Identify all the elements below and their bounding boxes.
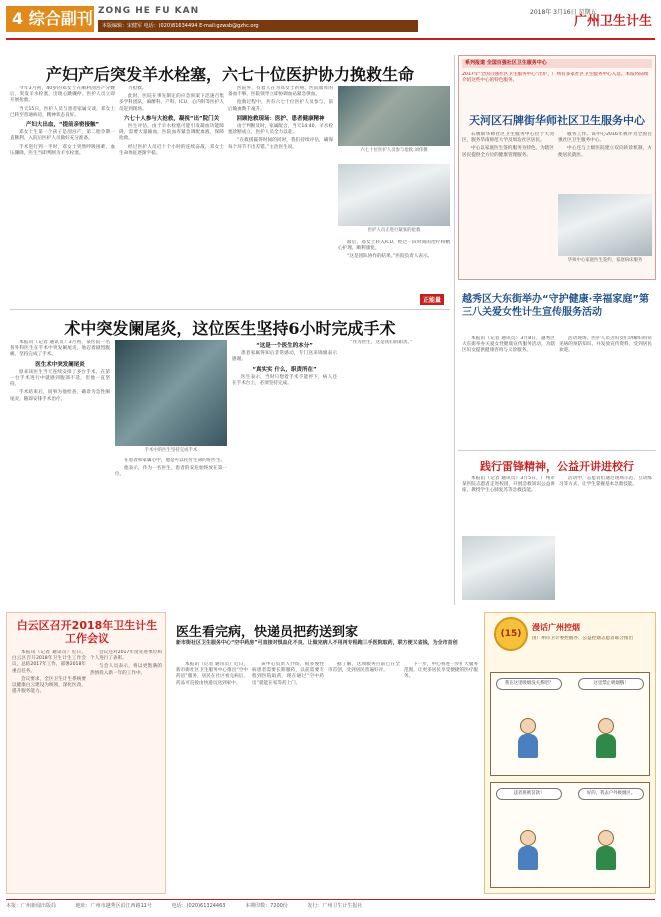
header-rule <box>6 38 655 40</box>
story3-col3: 据了解，这项服务目前已在全市首创，受到居民普遍好评。 <box>328 662 400 674</box>
story2-photo-caption: 手术中的医生坚持完成手术 <box>144 448 198 453</box>
story2-headline: 术中突发阑尾炎，这位医生坚持6小时完成手术 <box>64 319 396 338</box>
story3-headline: 医生看完病，快递员把药送到家 <box>176 625 359 640</box>
right1-photo-caption: 华师中心家庭医生签约，家庭病床服务 <box>567 258 643 263</box>
page-footer <box>6 899 655 911</box>
section-pinyin: ZONG HE FU KAN <box>98 6 200 16</box>
story1-photo1-caption: 六七十位医护人员参与抢救 刘伟摄 <box>360 148 428 153</box>
right2-headline: 越秀区大东街举办“守护健康·幸福家庭”第三八关爱女性计生宣传服务活动 <box>462 294 649 318</box>
issue-date: 2018年 3月16日 星期五 <box>530 9 597 16</box>
story1-col2: 力抢救。 此时，医院在事先制定的应急预案下迅速召集多学科团队，麻醉科、产科、ICU、心内科等医护人员赶到现场。 六七十人参与大抢救，凝视“出”院门关 医生评估，由于羊水栓塞可能引发凝血功能障碍，需要大量输血。医院血库紧急调配血液，保障抢救。 经过医护人员近十个小时的连续奋战，邓女士生命体征逐渐平稳。 <box>119 86 224 156</box>
officer-body-icon <box>596 846 616 870</box>
story2-photo <box>115 340 227 446</box>
story1-photo2-caption: 医护人员正进行紧张的抢救 <box>367 228 421 233</box>
positive-energy-badge: 正能量 <box>420 294 444 305</box>
footer-item: 本期印数：7200份 <box>245 903 288 909</box>
right3-col1: 本报讯（记者 通讯员）3月5日，广州市某医院志愿者走进校园，开展急救知识公益讲座，教授学生心肺复苏等急救技能。 <box>462 476 555 494</box>
right2-col1: 本报讯（记者 通讯员）3月8日，越秀区大东街举办关爱女性健康宣传服务活动，为辖区妇女提供健康咨询与义诊服务。 <box>462 336 555 354</box>
masthead <box>0 0 661 44</box>
story3-deck: 新市街社区卫生服务中心“空中药房”可直接对惧血化不良、让做完病人不用再专程跑三手医院取药，联方便又省钱，为全市首创 <box>176 640 458 646</box>
story2-col2: 在患者和家属心中，他是可以托付生命的好医生。 他表示，作为一名医生，患者的安危始终放在第一位。 <box>115 458 227 478</box>
story1-photo-surgery <box>338 86 450 146</box>
leftbox-col2: 会议还对2017年度先进单位和个人进行了表彰。 与会人员表示，将以更饱满的热情投入新一年的工作中。 <box>90 650 162 676</box>
brand-logo: 广州卫生计生 <box>574 14 653 29</box>
smoker-body-icon <box>518 846 538 870</box>
footer-item: 地址：广州市越秀区沿江西路11号 <box>75 903 152 909</box>
officer-body-icon <box>596 734 616 758</box>
right1-col2: 服务工作。该中心2016年被评为全国百强社区卫生服务中心。 中心还与上级医院建立双向转诊机制，方便居民就医。 <box>558 132 652 158</box>
story3-col4: 下一步，中心将进一步扩大服务范围，让更多居民享受便捷的医疗服务。 <box>404 662 478 680</box>
series-lead: 2017年“全国百强社区卫生服务中心”出炉，广州有多家社区卫生服务中心入选。本报将陆续介绍这些中心的特色服务。 <box>462 72 649 84</box>
smoker-figure-icon <box>520 718 536 734</box>
officer-figure-icon <box>598 718 614 734</box>
story2-col3: “这是一个医生的本分” 患者家属得知后非常感动，专门送来锦旗表示感谢。 “真实实 什么，职责所在” 医生表示，当时只想着手术不能停下，病人还在手术台上，必须坚持完成。 <box>232 343 337 387</box>
leftbox-col1: 本报讯（记者 通讯员）近日，白云区召开2018年卫生计生工作会议，总结2017年工作，部署2018年重点任务。 会议要求，全区卫生计生系统要以健康白云建设为统领，深化医改，提升服务能力。 <box>12 650 86 695</box>
right3-photo <box>462 536 555 600</box>
right1-col1: 石牌街华师社区卫生服务中心位于天河区，服务华南师范大学及周边社区居民。 中心以家庭医生签约服务为特色，为辖区居民提供全方位的健康管理服务。 <box>462 132 554 158</box>
story2-col4: “作为医生，这是我们的职责。” <box>350 340 413 345</box>
story2-col1: 本报讯（记者 通讯员）3月初，某医院一名普外科医生在手术中突发阑尾炎，他忍着剧烈腹痛，坚持完成了手术。 医生术中突发阑尾炎 原来该医生当天连续安排了多台手术，在第一台手术进行中就感到腹部不适，但他一直坚持。 手术结束后，同事为他检查，确诊为急性阑尾炎，随即安排手术治疗。 <box>10 340 110 402</box>
comic-issue-badge: (15) <box>494 617 528 651</box>
right2-col2: 活动现场，医护人员为妇女们讲解妇科常见病的预防知识，并发放宣传资料，受到居民欢迎。 <box>559 336 652 354</box>
story1-col1: 今年3月初，40岁的邓女士在顺利剖宫产分娩后，突发羊水栓塞，出现心跳骤停。医护人员立即开展抢救。 当天15日，医护人员与患者家属交谈，邓女士已转至普通病房，精神状态良好。 产妇大出血，“提前亲密接触” 邓女士生第一个孩子是剖宫产，第二胎孕期一直顺利，入院后医护人员做好充分准备。 手术进行到一半时，邓女士突然呼吸困难，血压骤降，医生当即判断为羊水栓塞。 <box>10 86 115 156</box>
right1-headline: 天河区石牌街华师社区卫生服务中心 <box>469 114 645 127</box>
comic-bubble: 我在这里吸烟没关系吧？ <box>496 678 562 690</box>
story1-col3: 医院外，有着人在为邓女士祈祷。医院血库的备血不够，医院领导立即协调血站紧急供血。 抢救过程中，共有六七十位医护人员参与，前后输血数千毫升。 回顾抢救现场：医护、患者健康精神 由于判断及时，家属配合，当天14:40，羊水栓塞诊断成立，医护人员全力以赴。 “在救援赢得时间的同时，我们持续评估，确保每个环节不出差错。”主治医生说。 <box>228 86 333 150</box>
section-title: 4 综合副刊 <box>6 6 94 32</box>
leftbox-headline: 白云区召开2018年卫生计生工作会议 <box>16 619 158 645</box>
series-bar: 系列报道 全国百强社区卫生服务中心 <box>462 59 652 68</box>
story3-col1: 本报讯（记者 通讯员）近日，新市街社区卫生服务中心推出“空中药房”服务，居民在社区看完病后，药品可直接由快递员送到家中。 <box>176 662 248 686</box>
story1-col4: 最后，邓女士转入ICU，经过一段时间的治疗和精心护理，顺利康复。 “这是团队协作的结果。”医院负责人表示。 <box>338 240 450 260</box>
footer-item: 电话：(020)61324463 <box>171 903 226 909</box>
footer-item: 发行：广州卫生计生报社 <box>307 903 363 909</box>
smoker-figure-icon <box>520 830 536 846</box>
officer-figure-icon <box>598 830 614 846</box>
column-divider <box>454 55 455 605</box>
comic-title: 漫话广州控烟 <box>532 623 580 632</box>
comic-intro: 由广州市卫计委控烟办、公益控烟志愿者联合推出 <box>532 636 634 641</box>
story1-photo-team <box>338 164 450 226</box>
right3-headline: 践行雷锋精神，公益开讲进校行 <box>480 460 634 473</box>
right3-col2: 活动中，志愿者们通过现场示范、互动练习等方式，让学生掌握基本急救技能。 <box>559 476 652 488</box>
comic-bubble: 这里禁止吸烟哦！ <box>578 678 644 690</box>
editor-info: 本版编辑：宋健军 电话：(020)81634494 E-mail:gzwsb@gzhc.org <box>98 20 418 32</box>
right1-photo <box>558 194 652 256</box>
divider <box>458 450 656 451</box>
comic-bubble: 好的，我去户外吸烟区。 <box>578 788 644 800</box>
comic-bubble: 违者将被罚款！ <box>496 788 562 800</box>
story3-col2: 该中心负责人介绍，很多慢性病患者需要长期服药，以前需要专程到医院取药，现在通过“空中药房”就能在家等药上门。 <box>252 662 324 686</box>
smoker-body-icon <box>518 734 538 758</box>
divider <box>10 309 450 310</box>
footer-item: 本报：广州新闻出版局 <box>6 903 57 909</box>
story1-headline: 产妇产后突发羊水栓塞，六七十位医护协力挽救生命 <box>45 65 414 84</box>
